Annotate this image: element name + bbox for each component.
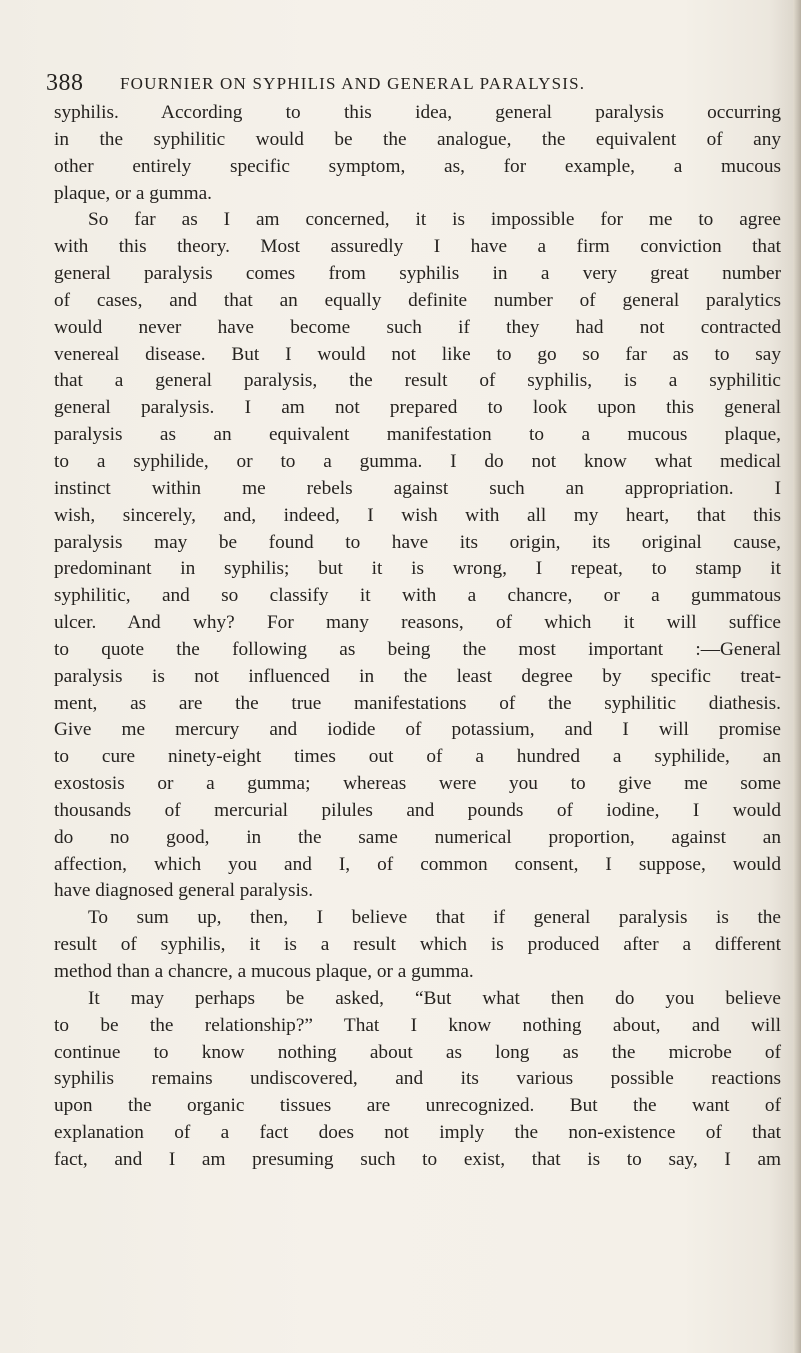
text-line: that a general paralysis, the result of syphilis, is a syphilitic xyxy=(54,370,781,392)
text-line: explanation of a fact does not imply the non-existence of that xyxy=(54,1122,781,1144)
page-edge-shadow xyxy=(793,0,801,1353)
text-line: paralysis is not influenced in the least degree by specific treat- xyxy=(54,665,781,687)
text-line: to be the relationship?” That I know nothing about, and will xyxy=(54,1014,781,1036)
text-line: upon the organic tissues are unrecognized. But the want of xyxy=(54,1095,781,1117)
text-line: instinct within me rebels against such an appropriation. I xyxy=(54,477,781,499)
text-line: do no good, in the same numerical proportion, against an xyxy=(54,826,781,848)
text-line: ment, as are the true manifestations of the syphilitic diathesis. xyxy=(54,692,781,714)
body-text xyxy=(54,100,781,1174)
text-line: syphilitic, and so classify it with a chancre, or a gummatous xyxy=(54,585,781,607)
text-line: with this theory. Most assuredly I have a firm conviction that xyxy=(54,236,781,258)
text-line: ulcer. And why? For many reasons, of which it will suffice xyxy=(54,612,781,634)
text-line: Give me mercury and iodide of potassium, and I will promise xyxy=(54,719,781,741)
paragraph-start-line: It may perhaps be asked, “But what then do you believe xyxy=(88,987,781,1009)
paragraph-start-line: So far as I am concerned, it is impossible for me to agree xyxy=(88,209,781,231)
text-line: to quote the following as being the most important :—General xyxy=(54,638,781,660)
text-line: result of syphilis, it is a result which is produced after a different xyxy=(54,934,781,956)
text-line: predominant in syphilis; but it is wrong, I repeat, to stamp it xyxy=(54,558,781,580)
text-line: in the syphilitic would be the analogue, the equivalent of any xyxy=(54,128,781,150)
text-line: venereal disease. But I would not like to go so far as to say xyxy=(54,343,781,365)
text-line: paralysis as an equivalent manifestation to a mucous plaque, xyxy=(54,424,781,446)
paragraph-start-line: To sum up, then, I believe that if general paralysis is the xyxy=(88,907,781,929)
text-line: exostosis or a gumma; whereas were you to give me some xyxy=(54,773,781,795)
text-line: to cure ninety-eight times out of a hundred a syphilide, an xyxy=(54,746,781,768)
page-header xyxy=(46,70,746,102)
text-line: syphilis. According to this idea, general paralysis occurring xyxy=(54,102,781,123)
running-head: FOURNIER ON SYPHILIS AND GENERAL PARALYSIS. xyxy=(120,74,586,93)
page-number: 388 xyxy=(46,70,84,96)
text-line: thousands of mercurial pilules and pounds of iodine, I would xyxy=(54,799,781,821)
text-line: fact, and I am presuming such to exist, that is to say, I am xyxy=(54,1148,781,1170)
text-line: of cases, and that an equally definite number of general paralytics xyxy=(54,289,781,311)
text-line: general paralysis comes from syphilis in a very great number xyxy=(54,263,781,285)
text-line: method than a chancre, a mucous plaque, or a gumma. xyxy=(54,961,474,982)
text-line: paralysis may be found to have its origin, its original cause, xyxy=(54,531,781,553)
text-line: affection, which you and I, of common consent, I suppose, would xyxy=(54,853,781,875)
text-line: wish, sincerely, and, indeed, I wish with all my heart, that this xyxy=(54,504,781,526)
text-line: syphilis remains undiscovered, and its various possible reactions xyxy=(54,1068,781,1090)
text-line: continue to know nothing about as long as the microbe of xyxy=(54,1041,781,1063)
text-line: to a syphilide, or to a gumma. I do not know what medical xyxy=(54,450,781,472)
text-line: would never have become such if they had not contracted xyxy=(54,316,781,338)
text-line: other entirely specific symptom, as, for example, a mucous xyxy=(54,155,781,177)
text-line: general paralysis. I am not prepared to look upon this general xyxy=(54,397,781,419)
text-line: have diagnosed general paralysis. xyxy=(54,880,314,902)
text-line: plaque, or a gumma. xyxy=(54,182,212,204)
